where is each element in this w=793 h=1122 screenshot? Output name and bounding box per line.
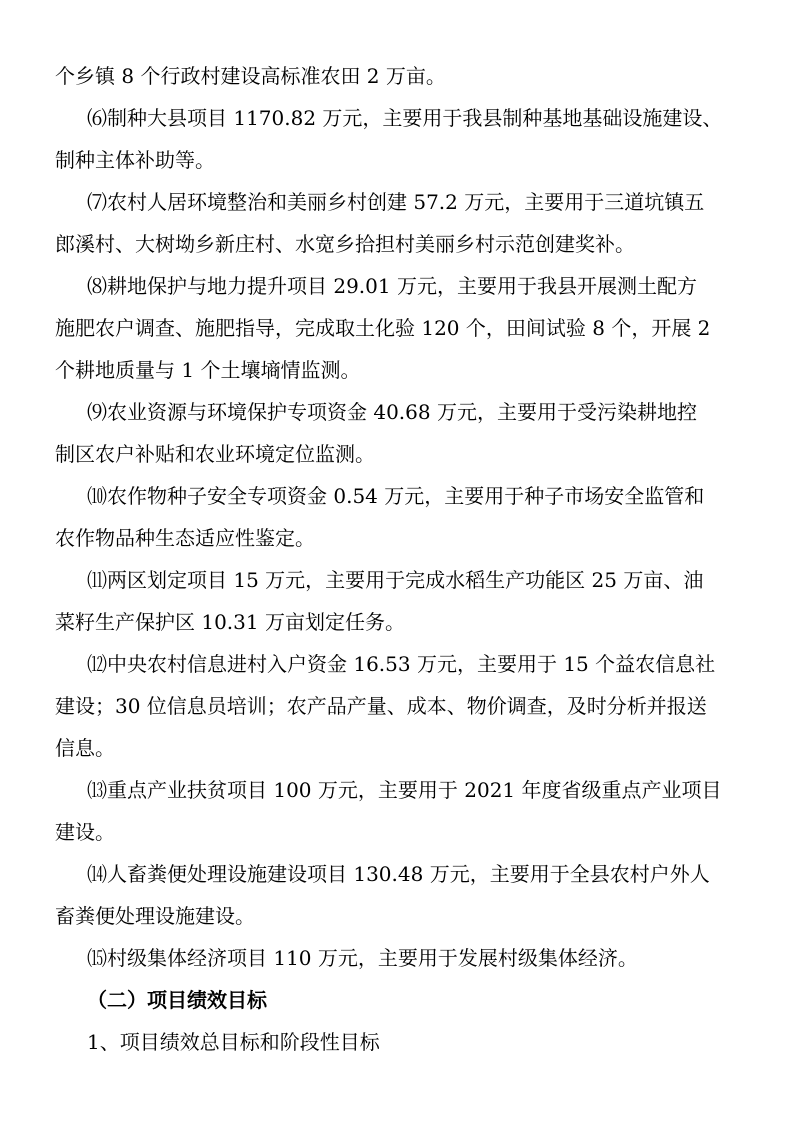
text-line: 制种主体补助等。 bbox=[55, 148, 215, 172]
text-line: 个耕地质量与 1 个土壤墒情监测。 bbox=[55, 358, 361, 382]
text-line: 郎溪村、大树坳乡新庄村、水宽乡拾担村美丽乡村示范创建奖补。 bbox=[55, 232, 635, 256]
text-line: 菜籽生产保护区 10.31 万亩划定任务。 bbox=[55, 610, 405, 634]
text-line: 个乡镇 8 个行政村建设高标准农田 2 万亩。 bbox=[55, 64, 446, 88]
text-line: ⑿中央农村信息进村入户资金 16.53 万元，主要用于 15 个益农信息社 bbox=[87, 652, 716, 676]
text-line: 制区农户补贴和农业环境定位监测。 bbox=[55, 442, 375, 466]
text-line: 畜粪便处理设施建设。 bbox=[55, 904, 255, 928]
text-line: 施肥农户调查、施肥指导，完成取土化验 120 个，田间试验 8 个，开展 2 bbox=[55, 316, 711, 340]
text-line: ⑹制种大县项目 1170.82 万元，主要用于我县制种基地基础设施建设、 bbox=[87, 106, 723, 130]
text-line: 信息。 bbox=[55, 736, 115, 760]
subsection-heading: 1、项目绩效总目标和阶段性目标 bbox=[87, 1030, 380, 1054]
text-line: ⒁人畜粪便处理设施建设项目 130.48 万元，主要用于全县农村户外人 bbox=[87, 862, 710, 886]
text-line: 农作物品种生态适应性鉴定。 bbox=[55, 526, 315, 550]
text-line: 建设；30 位信息员培训；农产品产量、成本、物价调查，及时分析并报送 bbox=[55, 694, 707, 718]
text-line: ⒂村级集体经济项目 110 万元，主要用于发展村级集体经济。 bbox=[87, 946, 638, 970]
text-line: 建设。 bbox=[55, 820, 115, 844]
text-line: ⑽农作物种子安全专项资金 0.54 万元，主要用于种子市场安全监管和 bbox=[87, 484, 705, 508]
text-line: ⑼农业资源与环境保护专项资金 40.68 万元，主要用于受污染耕地控 bbox=[87, 400, 697, 424]
text-line: ⑾两区划定项目 15 万元，主要用于完成水稻生产功能区 25 万亩、油 bbox=[87, 568, 704, 592]
text-line: ⑻耕地保护与地力提升项目 29.01 万元，主要用于我县开展测土配方 bbox=[87, 274, 697, 298]
text-line: ⒀重点产业扶贫项目 100 万元，主要用于 2021 年度省级重点产业项目 bbox=[87, 778, 722, 802]
section-heading: （二）项目绩效目标 bbox=[87, 988, 267, 1012]
text-line: ⑺农村人居环境整治和美丽乡村创建 57.2 万元，主要用于三道坑镇五 bbox=[87, 190, 705, 214]
